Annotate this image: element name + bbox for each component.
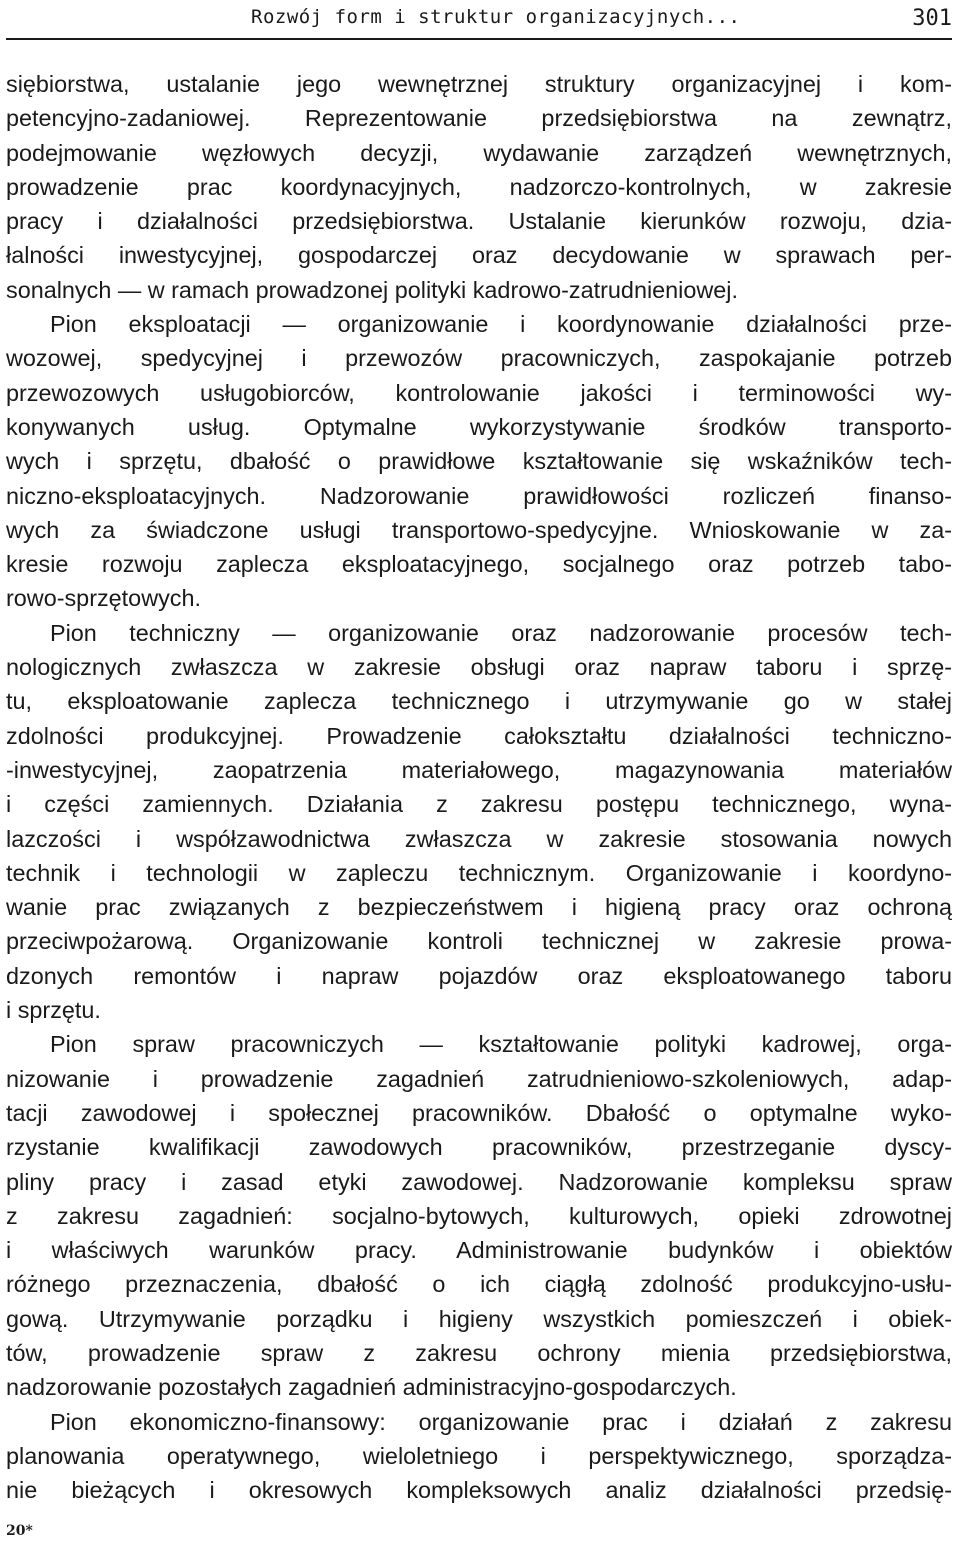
text-line: gową. Utrzymywanie porządku i higieny wszystkich pomieszczeń i obiek- [6,1305,952,1332]
text-line: tów, prowadzenie spraw z zakresu ochrony mienia przedsiębiorstwa, [6,1339,952,1366]
text-line: tu, eksploatowanie zaplecza technicznego i utrzymywanie go w stałej [6,688,952,715]
text-line: rzystanie kwalifikacji zawodowych pracowników, przestrzeganie dyscy- [6,1134,952,1161]
page-number: 301 [912,6,952,31]
signature-mark: 20* [6,1523,33,1539]
text-line: wych i sprzętu, dbałość o prawidłowe kształtowanie się wskaźników tech- [6,448,952,475]
text-line: wozowej, spedycyjnej i przewozów pracowniczych, zaspokajanie potrzeb [6,345,952,372]
text-line: łalności inwestycyjnej, gospodarczej oraz decydowanie w sprawach per- [6,242,952,269]
text-line: lazczości i współzawodnictwa zwłaszcza w zakresie stosowania nowych [6,825,952,852]
text-line: -inwestycyjnej, zaopatrzenia materiałowego, magazynowania materiałów [6,756,952,783]
text-line: sonalnych — w ramach prowadzonej polityki kadrowo-zatrudnieniowej. [6,276,738,303]
text-line: z zakresu zagadnień: socjalno-bytowych, kulturowych, opieki zdrowotnej [6,1202,952,1229]
text-line: konywanych usług. Optymalne wykorzystywanie środków transporto- [6,413,952,440]
text-line: nizowanie i prowadzenie zagadnień zatrudnieniowo-szkoleniowych, adap- [6,1065,952,1092]
text-line: rowo-sprzętowych. [6,585,201,612]
text-line: siębiorstwa, ustalanie jego wewnętrznej struktury organizacyjnej i kom- [6,71,952,97]
text-line: zdolności produkcyjnej. Prowadzenie całokształtu działalności techniczno- [6,722,952,749]
paragraph-start-line: Pion spraw pracowniczych — kształtowanie polityki kadrowej, orga- [50,1031,952,1058]
text-line: dzonych remontów i napraw pojazdów oraz eksploatowanego taboru [6,962,952,989]
text-line: technik i technologii w zapleczu technicznym. Organizowanie i koordyno- [6,859,952,886]
text-line: nadzorowanie pozostałych zagadnień administracyjno-gospodarczych. [6,1374,737,1401]
text-line: pliny pracy i zasad etyki zawodowej. Nadzorowanie kompleksu spraw [6,1168,952,1195]
running-title: Rozwój form i struktur organizacyjnych... [251,6,741,28]
text-line: pracy i działalności przedsiębiorstwa. Ustalanie kierunków rozwoju, dzia- [6,208,952,235]
text-line: i części zamiennych. Działania z zakresu postępu technicznego, wyna- [6,791,952,818]
text-line: przeciwpożarową. Organizowanie kontroli technicznej w zakresie prowa- [6,928,952,955]
text-line: kresie rozwoju zaplecza eksploatacyjnego, socjalnego oraz potrzeb tabo- [6,551,952,578]
paragraph-start-line: Pion ekonomiczno-finansowy: organizowanie prac i działań z zakresu [50,1408,952,1435]
text-line: wanie prac związanych z bezpieczeństwem i higieną pracy oraz ochroną [6,894,952,921]
text-line: nologicznych zwłaszcza w zakresie obsługi oraz napraw taboru i sprzę- [6,654,952,681]
running-header [6,2,952,32]
text-line: i sprzętu. [6,997,101,1024]
body-text [6,67,952,1507]
text-line: petencyjno-zadaniowej. Reprezentowanie przedsiębiorstwa na zewnątrz, [6,105,952,132]
header-rule [6,38,952,40]
paragraph-start-line: Pion techniczny — organizowanie oraz nadzorowanie procesów tech- [50,619,952,646]
text-line: i właściwych warunków pracy. Administrowanie budynków i obiektów [6,1237,952,1264]
text-line: przewozowych usługobiorców, kontrolowanie jakości i terminowości wy- [6,379,952,406]
text-line: prowadzenie prac koordynacyjnych, nadzorczo-kontrolnych, w zakresie [6,173,952,200]
text-line: tacji zawodowej i społecznej pracowników. Dbałość o optymalne wyko- [6,1099,952,1126]
paragraph-start-line: Pion eksploatacji — organizowanie i koordynowanie działalności prze- [50,311,952,338]
text-line: niczno-eksploatacyjnych. Nadzorowanie prawidłowości rozliczeń finanso- [6,482,952,509]
text-line: wych za świadczone usługi transportowo-spedycyjne. Wnioskowanie w za- [6,516,952,543]
text-line: różnego przeznaczenia, dbałość o ich ciągłą zdolność produkcyjno-usłu- [6,1271,952,1298]
text-line: nie bieżących i okresowych kompleksowych analiz działalności przedsię- [6,1477,952,1504]
text-line: planowania operatywnego, wieloletniego i perspektywicznego, sporządza- [6,1442,952,1469]
text-line: podejmowanie węzłowych decyzji, wydawanie zarządzeń wewnętrznych, [6,139,952,166]
